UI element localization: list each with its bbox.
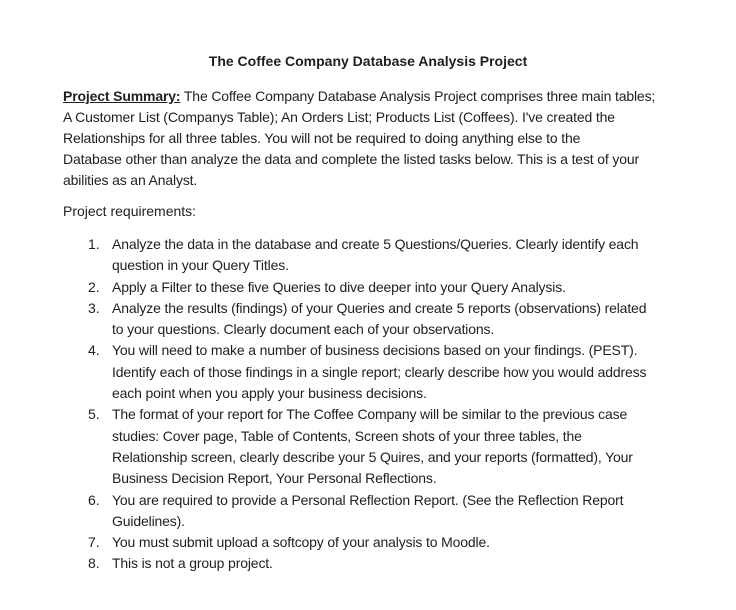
requirement-text: each point when you apply your business decisions. [112,385,427,402]
list-number: 2. [88,278,100,295]
requirement-item [0,553,646,574]
summary-line: A Customer List (Companys Table); An Orders List; Products List (Coffees). I've created the [63,109,615,125]
summary-lead: Project Summary: [63,88,181,104]
requirement-text: Apply a Filter to these five Queries to dive deeper into your Query Analysis. [112,278,566,295]
requirement-item [0,234,646,277]
summary-line: abilities as an Analyst. [63,172,198,188]
requirement-text: Identify each of those findings in a single report; clearly describe how you would address [112,363,647,380]
summary-line: Database other than analyze the data and complete the listed tasks below. This is a test of your [63,151,640,167]
list-number: 3. [88,299,100,316]
summary-text: The Coffee Company Database Analysis Project comprises three main tables; [180,88,656,104]
requirement-text: The format of your report for The Coffee Company will be similar to the previous case [112,406,628,423]
requirement-item [0,298,646,341]
list-number: 6. [88,491,100,508]
requirement-text: You must submit upload a softcopy of your analysis to Moodle. [112,534,490,551]
requirement-text: studies: Cover page, Table of Contents, Screen shots of your three tables, the [112,427,582,444]
summary-line [63,86,655,107]
list-number: 5. [88,406,100,423]
requirement-item [0,277,646,298]
requirement-item [0,404,646,489]
requirement-text: Relationship screen, clearly describe your 5 Quires, and your reports (formatted), Your [112,448,633,465]
list-number: 7. [88,534,100,551]
document-title: The Coffee Company Database Analysis Project [208,53,528,69]
requirement-item [0,340,646,404]
requirements-heading: Project requirements: [63,203,197,219]
list-number: 4. [88,342,100,359]
requirement-item [0,490,646,533]
requirement-text: This is not a group project. [112,555,273,572]
requirement-text: You will need to make a number of business decisions based on your findings. (PEST). [112,342,638,359]
project-summary [63,86,655,191]
requirement-text: to your questions. Clearly document each of your observations. [112,321,495,338]
requirement-text: Analyze the data in the database and create 5 Questions/Queries. Clearly identify each [112,236,639,252]
requirement-text: You are required to provide a Personal Reflection Report. (See the Reflection Report [112,491,624,508]
requirement-item [0,532,646,553]
summary-line: Relationships for all three tables. You will not be required to doing anything else to the [63,130,581,146]
requirement-text: Business Decision Report, Your Personal Reflections. [112,470,437,487]
list-number: 1. [88,236,100,252]
requirements-list [0,234,646,575]
requirement-text: question in your Query Titles. [112,257,289,274]
requirement-text: Analyze the results (findings) of your Queries and create 5 reports (observations) related [112,299,647,316]
list-number: 8. [88,555,100,572]
requirement-text: Guidelines). [112,512,185,529]
